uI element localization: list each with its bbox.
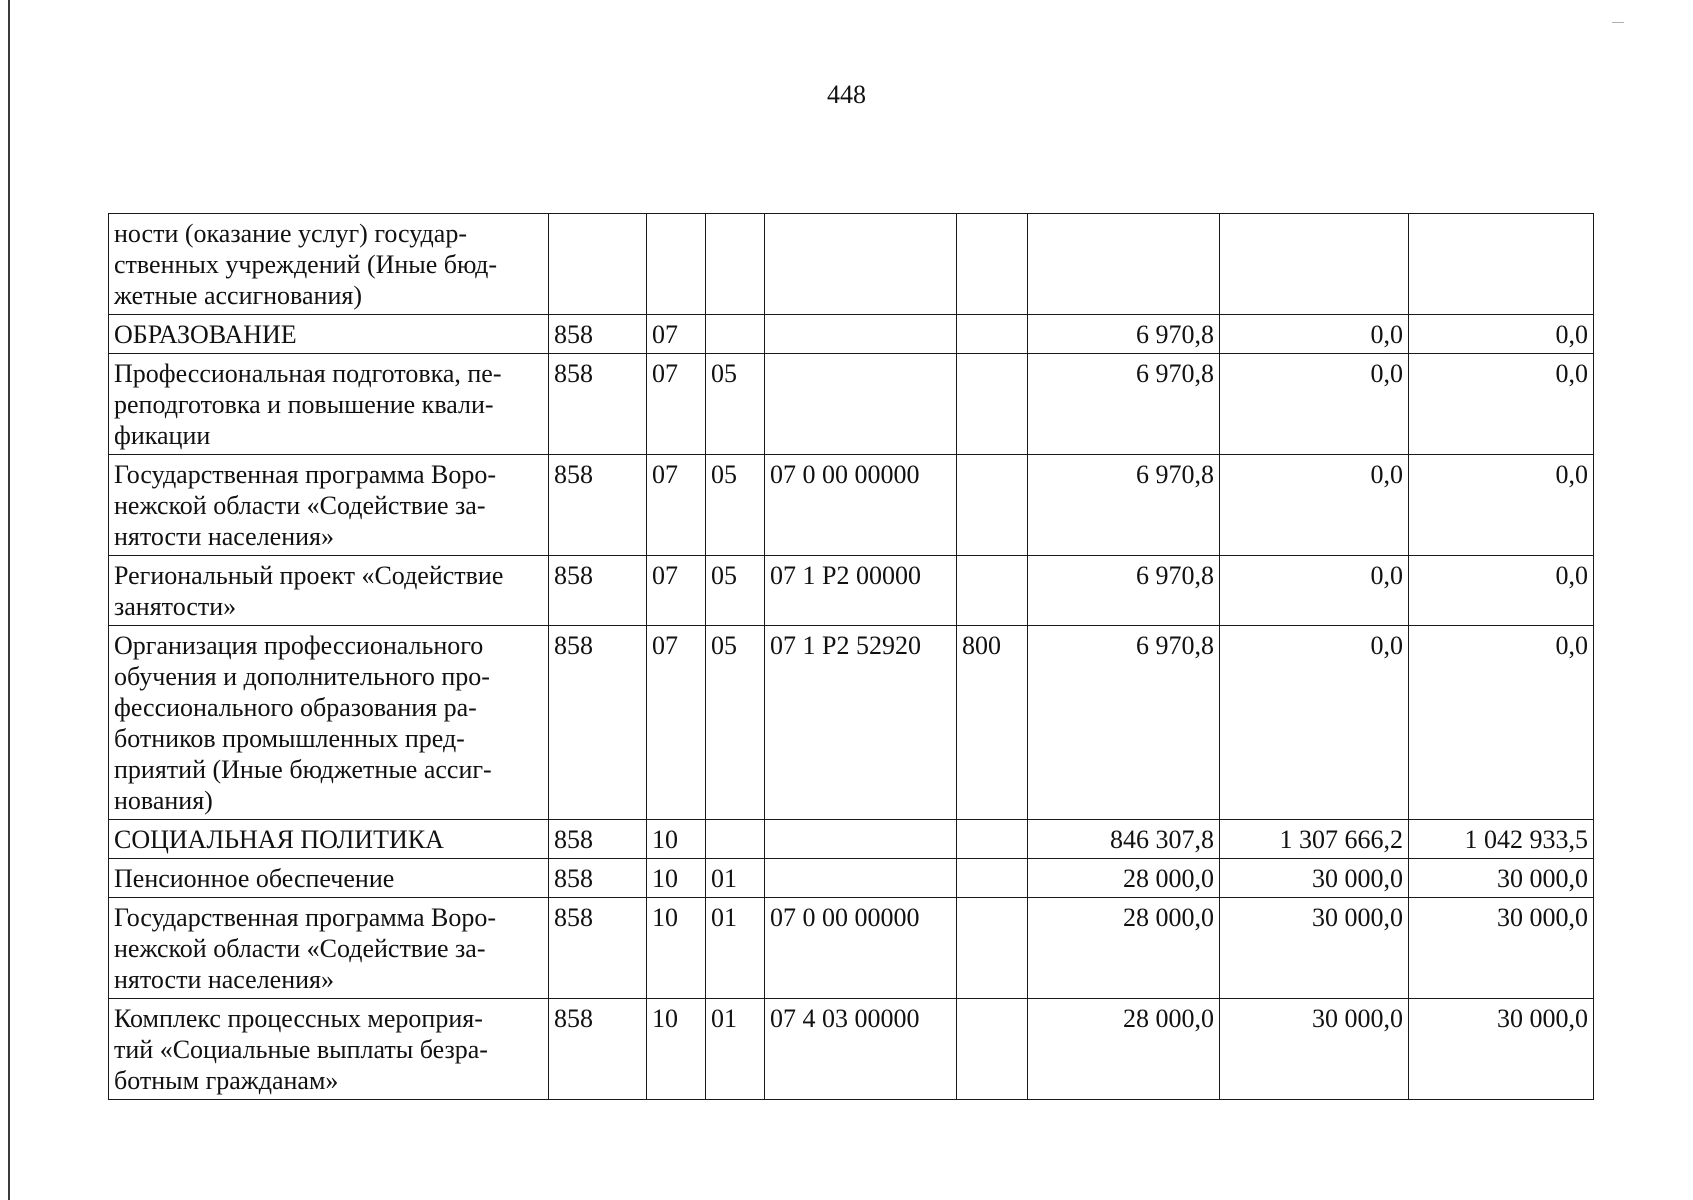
amount-year-3-cell: 0,0 <box>1409 354 1594 455</box>
amount-year-2-cell: 30 000,0 <box>1220 999 1409 1100</box>
item-name-line: тий «Социальные выплаты безра- <box>114 1035 488 1064</box>
table-row <box>109 999 1594 1100</box>
amount-year-3-cell: 30 000,0 <box>1409 999 1594 1100</box>
item-name-line: нования) <box>114 786 213 815</box>
amount-year-1-cell <box>1028 214 1220 315</box>
grbs-cell: 858 <box>549 820 647 859</box>
subsection-cell <box>706 315 765 354</box>
subsection-cell: 01 <box>706 999 765 1100</box>
amount-year-3-cell: 0,0 <box>1409 626 1594 820</box>
item-name-line: нежской области «Содействие за- <box>114 934 486 963</box>
amount-year-3-cell: 0,0 <box>1409 455 1594 556</box>
item-name-cell <box>109 556 549 626</box>
item-name-line: фикации <box>114 421 211 450</box>
item-name-line: ботным гражданам» <box>114 1066 339 1095</box>
expense-type-cell <box>957 315 1028 354</box>
section-cell: 07 <box>647 455 706 556</box>
expense-type-cell <box>957 214 1028 315</box>
section-cell: 07 <box>647 556 706 626</box>
subsection-cell: 01 <box>706 898 765 999</box>
table-row <box>109 820 1594 859</box>
table-row <box>109 214 1594 315</box>
table-row <box>109 354 1594 455</box>
subsection-cell: 05 <box>706 354 765 455</box>
section-cell: 10 <box>647 859 706 898</box>
grbs-cell: 858 <box>549 859 647 898</box>
item-name-line: занятости» <box>114 592 237 621</box>
item-name-line: Профессиональная подготовка, пе- <box>114 359 502 388</box>
amount-year-1-cell: 6 970,8 <box>1028 556 1220 626</box>
amount-year-2-cell: 0,0 <box>1220 354 1409 455</box>
item-name-line: ботников промышленных пред- <box>114 724 465 753</box>
item-name-cell <box>109 820 549 859</box>
item-name-cell <box>109 898 549 999</box>
section-cell: 10 <box>647 999 706 1100</box>
target-article-cell <box>765 315 957 354</box>
item-name-line: обучения и дополнительного про- <box>114 662 490 691</box>
amount-year-1-cell: 28 000,0 <box>1028 898 1220 999</box>
target-article-cell <box>765 859 957 898</box>
expense-type-cell <box>957 999 1028 1100</box>
grbs-cell: 858 <box>549 315 647 354</box>
item-name-line: реподготовка и повышение квали- <box>114 390 494 419</box>
amount-year-2-cell: 30 000,0 <box>1220 898 1409 999</box>
grbs-cell: 858 <box>549 556 647 626</box>
page-number: 448 <box>827 80 866 109</box>
grbs-cell <box>549 214 647 315</box>
item-name-line: жетные ассигнования) <box>114 281 362 310</box>
item-name-line: Государственная программа Воро- <box>114 460 497 489</box>
subsection-cell <box>706 820 765 859</box>
amount-year-2-cell: 0,0 <box>1220 556 1409 626</box>
budget-table <box>108 213 1594 1100</box>
target-article-cell: 07 0 00 00000 <box>765 898 957 999</box>
item-name-line: СОЦИАЛЬНАЯ ПОЛИТИКА <box>114 825 444 854</box>
item-name-line: Региональный проект «Содействие <box>114 561 504 590</box>
item-name-line: нятости населения» <box>114 522 335 551</box>
item-name-cell <box>109 859 549 898</box>
table-row <box>109 898 1594 999</box>
item-name-cell <box>109 999 549 1100</box>
section-cell: 10 <box>647 820 706 859</box>
table-row <box>109 556 1594 626</box>
table-row <box>109 859 1594 898</box>
target-article-cell: 07 4 03 00000 <box>765 999 957 1100</box>
target-article-cell <box>765 354 957 455</box>
target-article-cell: 07 1 P2 00000 <box>765 556 957 626</box>
amount-year-1-cell: 28 000,0 <box>1028 999 1220 1100</box>
subsection-cell: 01 <box>706 859 765 898</box>
expense-type-cell: 800 <box>957 626 1028 820</box>
amount-year-2-cell: 0,0 <box>1220 626 1409 820</box>
scan-mark <box>1612 22 1624 23</box>
expense-type-cell <box>957 898 1028 999</box>
amount-year-3-cell: 30 000,0 <box>1409 898 1594 999</box>
amount-year-3-cell: 30 000,0 <box>1409 859 1594 898</box>
item-name-cell <box>109 214 549 315</box>
grbs-cell: 858 <box>549 999 647 1100</box>
expense-type-cell <box>957 859 1028 898</box>
budget-table-body <box>109 214 1594 1100</box>
grbs-cell: 858 <box>549 455 647 556</box>
subsection-cell: 05 <box>706 455 765 556</box>
item-name-cell <box>109 626 549 820</box>
amount-year-1-cell: 6 970,8 <box>1028 315 1220 354</box>
subsection-cell: 05 <box>706 556 765 626</box>
section-cell: 07 <box>647 626 706 820</box>
grbs-cell: 858 <box>549 626 647 820</box>
target-article-cell <box>765 214 957 315</box>
target-article-cell: 07 0 00 00000 <box>765 455 957 556</box>
item-name-line: Пенсионное обеспечение <box>114 864 395 893</box>
section-cell: 07 <box>647 354 706 455</box>
amount-year-3-cell: 1 042 933,5 <box>1409 820 1594 859</box>
item-name-line: ОБРАЗОВАНИЕ <box>114 320 297 349</box>
target-article-cell: 07 1 P2 52920 <box>765 626 957 820</box>
amount-year-3-cell <box>1409 214 1594 315</box>
section-cell <box>647 214 706 315</box>
subsection-cell <box>706 214 765 315</box>
target-article-cell <box>765 820 957 859</box>
table-row <box>109 626 1594 820</box>
item-name-cell <box>109 315 549 354</box>
amount-year-2-cell: 1 307 666,2 <box>1220 820 1409 859</box>
item-name-line: Комплекс процессных мероприя- <box>114 1004 483 1033</box>
item-name-line: ственных учреждений (Иные бюд- <box>114 250 498 279</box>
amount-year-1-cell: 28 000,0 <box>1028 859 1220 898</box>
amount-year-3-cell: 0,0 <box>1409 556 1594 626</box>
amount-year-3-cell: 0,0 <box>1409 315 1594 354</box>
amount-year-1-cell: 6 970,8 <box>1028 354 1220 455</box>
item-name-line: Организация профессионального <box>114 631 484 660</box>
table-row <box>109 315 1594 354</box>
item-name-line: фессионального образования ра- <box>114 693 477 722</box>
amount-year-2-cell: 0,0 <box>1220 455 1409 556</box>
section-cell: 10 <box>647 898 706 999</box>
expense-type-cell <box>957 556 1028 626</box>
amount-year-1-cell: 846 307,8 <box>1028 820 1220 859</box>
item-name-line: нятости населения» <box>114 965 335 994</box>
item-name-cell <box>109 354 549 455</box>
table-row <box>109 455 1594 556</box>
expense-type-cell <box>957 455 1028 556</box>
scan-left-edge <box>8 0 10 1200</box>
grbs-cell: 858 <box>549 354 647 455</box>
amount-year-2-cell <box>1220 214 1409 315</box>
item-name-line: ности (оказание услуг) государ- <box>114 219 467 248</box>
expense-type-cell <box>957 820 1028 859</box>
amount-year-1-cell: 6 970,8 <box>1028 455 1220 556</box>
amount-year-2-cell: 30 000,0 <box>1220 859 1409 898</box>
subsection-cell: 05 <box>706 626 765 820</box>
item-name-line: нежской области «Содействие за- <box>114 491 486 520</box>
expense-type-cell <box>957 354 1028 455</box>
amount-year-1-cell: 6 970,8 <box>1028 626 1220 820</box>
grbs-cell: 858 <box>549 898 647 999</box>
section-cell: 07 <box>647 315 706 354</box>
amount-year-2-cell: 0,0 <box>1220 315 1409 354</box>
item-name-line: приятий (Иные бюджетные ассиг- <box>114 755 492 784</box>
item-name-cell <box>109 455 549 556</box>
item-name-line: Государственная программа Воро- <box>114 903 497 932</box>
